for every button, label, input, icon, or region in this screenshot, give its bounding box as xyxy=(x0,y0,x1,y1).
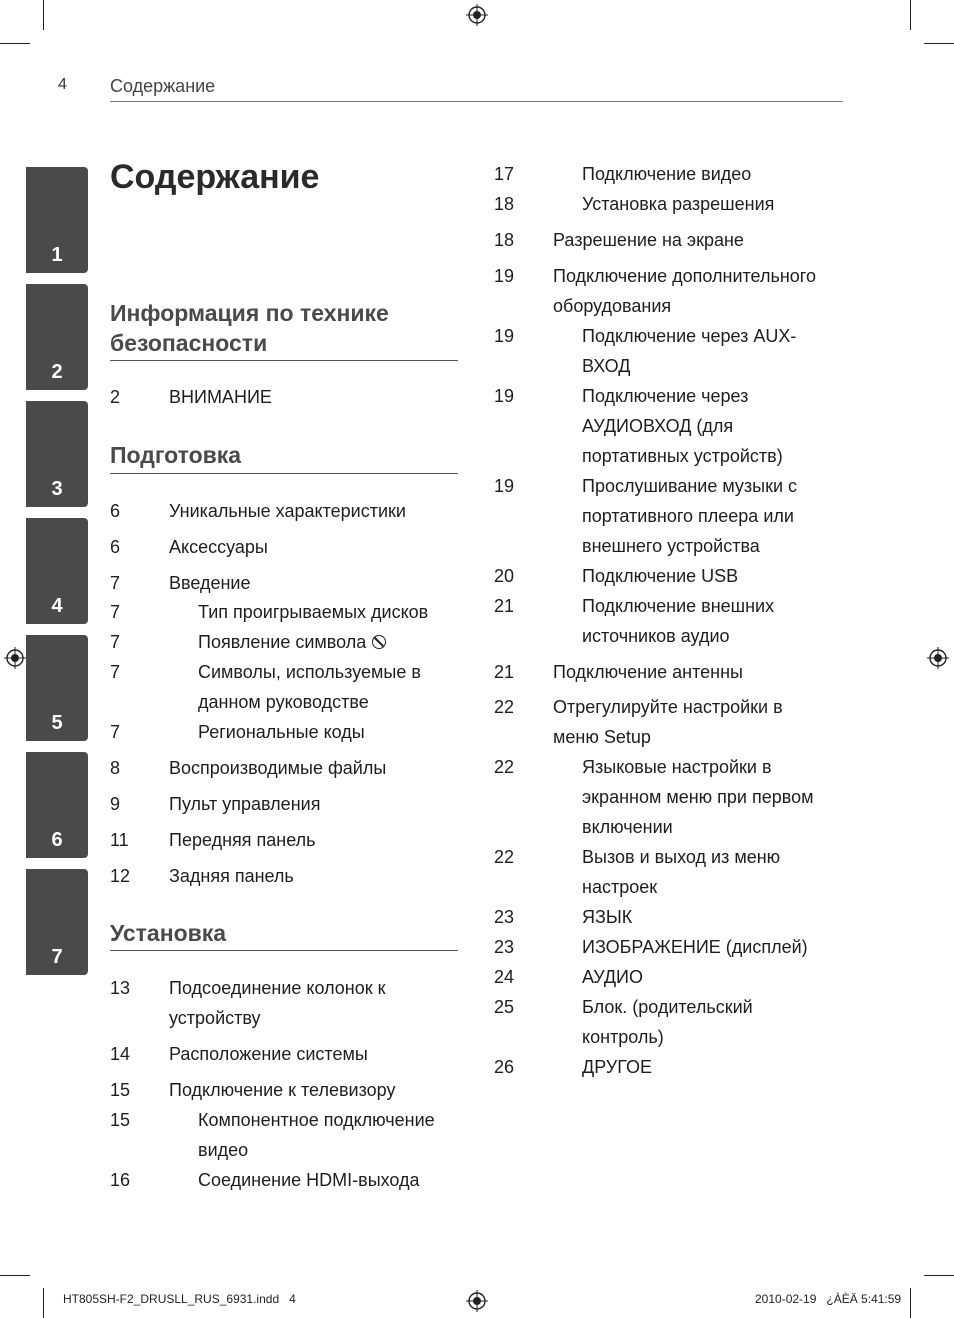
footer-file-name: HT805SH-F2_DRUSLL_RUS_6931.indd 4 xyxy=(63,1292,296,1306)
toc-text: Подключение дополнительного оборудования xyxy=(553,266,816,316)
toc-text: Компонентное подключение видео xyxy=(198,1110,435,1160)
crop-mark xyxy=(0,43,30,44)
toc-text: Передняя панель xyxy=(169,830,316,850)
footer-timestamp: 2010-02-19 ¿ÀÈÄ 5:41:59 xyxy=(755,1292,902,1306)
toc-page: 18 xyxy=(494,194,515,214)
crop-mark xyxy=(43,1288,44,1318)
toc-text: Появление символа xyxy=(198,632,367,652)
side-tab-label: 4 xyxy=(51,595,63,617)
side-tab-label: 7 xyxy=(51,946,63,968)
toc-page: 11 xyxy=(110,830,129,850)
toc-text: Отрегулируйте настройки в меню Setup xyxy=(553,697,783,747)
no-symbol-icon xyxy=(372,635,386,649)
toc-page: 21 xyxy=(494,596,515,616)
toc-page: 7 xyxy=(110,632,121,652)
toc-page: 8 xyxy=(110,758,121,778)
toc-text: Символы, используемые в данном руководстве xyxy=(198,662,421,712)
toc-page: 19 xyxy=(494,266,515,286)
toc-page: 23 xyxy=(494,907,515,927)
page-number: 4 xyxy=(58,76,67,93)
crop-mark xyxy=(0,1275,30,1276)
toc-text: Подключение через AUX- ВХОД xyxy=(582,326,797,376)
toc-text: ЯЗЫК xyxy=(582,907,633,927)
toc-text: Вызов и выход из меню настроек xyxy=(582,847,781,897)
toc-text: Задняя панель xyxy=(169,866,294,886)
running-title: Содержание xyxy=(110,76,216,96)
toc-page: 22 xyxy=(494,697,515,717)
toc-page: 26 xyxy=(494,1057,515,1077)
toc-text: Языковые настройки в экранном меню при первом включении xyxy=(582,757,814,837)
crop-mark xyxy=(910,1288,911,1318)
crop-mark xyxy=(910,0,911,30)
toc-text: Тип проигрываемых дисков xyxy=(198,602,429,622)
toc-page: 15 xyxy=(110,1110,131,1130)
section-rule xyxy=(110,950,458,951)
crop-mark xyxy=(924,43,954,44)
side-tab-1[interactable] xyxy=(26,167,88,273)
toc-page: 23 xyxy=(494,937,515,957)
side-tab-4[interactable] xyxy=(26,518,88,624)
toc-page: 14 xyxy=(110,1044,131,1064)
toc-text: ИЗОБРАЖЕНИЕ (дисплей) xyxy=(582,937,808,957)
section-title-safety: Информация по технике безопасности xyxy=(110,300,389,356)
crop-mark xyxy=(43,0,44,30)
toc-text: Подключение антенны xyxy=(553,662,743,682)
toc-page: 2 xyxy=(110,387,121,407)
side-tab-label: 3 xyxy=(51,478,63,500)
registration-mark-icon xyxy=(466,1290,488,1312)
section-rule xyxy=(110,473,458,474)
side-tab-2[interactable] xyxy=(26,284,88,390)
toc-page: 19 xyxy=(494,386,515,406)
crop-mark xyxy=(924,1275,954,1276)
toc-text: Подключение через АУДИОВХОД (для портативных устройств) xyxy=(582,386,783,466)
toc-page: 20 xyxy=(494,566,515,586)
toc-page: 24 xyxy=(494,967,515,987)
section-rule xyxy=(110,360,458,361)
toc-page: 7 xyxy=(110,722,121,742)
toc-text: ВНИМАНИЕ xyxy=(169,387,272,407)
toc-page: 9 xyxy=(110,794,121,814)
side-tab-label: 6 xyxy=(51,829,63,851)
toc-page: 19 xyxy=(494,326,515,346)
section-title-installation: Установка xyxy=(110,920,227,946)
toc-page: 7 xyxy=(110,662,121,682)
side-tab-7[interactable] xyxy=(26,869,88,975)
toc-page: 12 xyxy=(110,866,131,886)
toc-page: 7 xyxy=(110,602,121,622)
registration-mark-icon xyxy=(466,4,488,26)
toc-page: 17 xyxy=(494,164,515,184)
toc-text: Аксессуары xyxy=(169,537,268,557)
side-tab-label: 5 xyxy=(51,712,63,734)
toc-page: 22 xyxy=(494,757,515,777)
toc-page: 6 xyxy=(110,501,121,521)
toc-text: Уникальные характеристики xyxy=(169,501,406,521)
registration-mark-icon xyxy=(927,647,949,669)
toc-text: Разрешение на экране xyxy=(553,230,744,250)
toc-text: Подключение внешних источников аудио xyxy=(582,596,775,646)
toc-text: Подключение USB xyxy=(582,566,739,586)
side-tab-3[interactable] xyxy=(26,401,88,507)
toc-page: 18 xyxy=(494,230,515,250)
toc-text: Установка разрешения xyxy=(582,194,775,214)
toc-page: 19 xyxy=(494,476,515,496)
toc-page: 22 xyxy=(494,847,515,867)
registration-mark-icon xyxy=(4,647,26,669)
toc-page: 25 xyxy=(494,997,515,1017)
toc-text: АУДИО xyxy=(582,967,643,987)
toc-page: 6 xyxy=(110,537,121,557)
toc-text: Воспроизводимые файлы xyxy=(169,758,387,778)
toc-page: 15 xyxy=(110,1080,131,1100)
toc-text: ДРУГОЕ xyxy=(582,1057,652,1077)
side-tab-6[interactable] xyxy=(26,752,88,858)
side-tab-label: 2 xyxy=(51,361,63,383)
toc-text: Блок. (родительский контроль) xyxy=(582,997,753,1047)
page-title: Содержание xyxy=(110,158,320,196)
header-rule xyxy=(110,101,843,102)
toc-page: 16 xyxy=(110,1170,131,1190)
toc-page: 21 xyxy=(494,662,515,682)
toc-text: Соединение HDMI-выхода xyxy=(198,1170,420,1190)
toc-page: 13 xyxy=(110,978,131,998)
toc-text: Введение xyxy=(169,573,251,593)
toc-text: Региональные коды xyxy=(198,722,365,742)
side-tab-5[interactable] xyxy=(26,635,88,741)
toc-text: Подключение к телевизору xyxy=(169,1080,396,1100)
toc-text: Расположение системы xyxy=(169,1044,368,1064)
toc-page: 7 xyxy=(110,573,121,593)
toc-text: Подключение видео xyxy=(582,164,752,184)
toc-text: Пульт управления xyxy=(169,794,321,814)
side-tab-label: 1 xyxy=(51,244,63,266)
toc-text: Прослушивание музыки с портативного плеера или внешнего устройства xyxy=(582,476,798,556)
section-title-preparation: Подготовка xyxy=(110,442,242,468)
toc-text: Подсоединение колонок к устройству xyxy=(169,978,386,1028)
